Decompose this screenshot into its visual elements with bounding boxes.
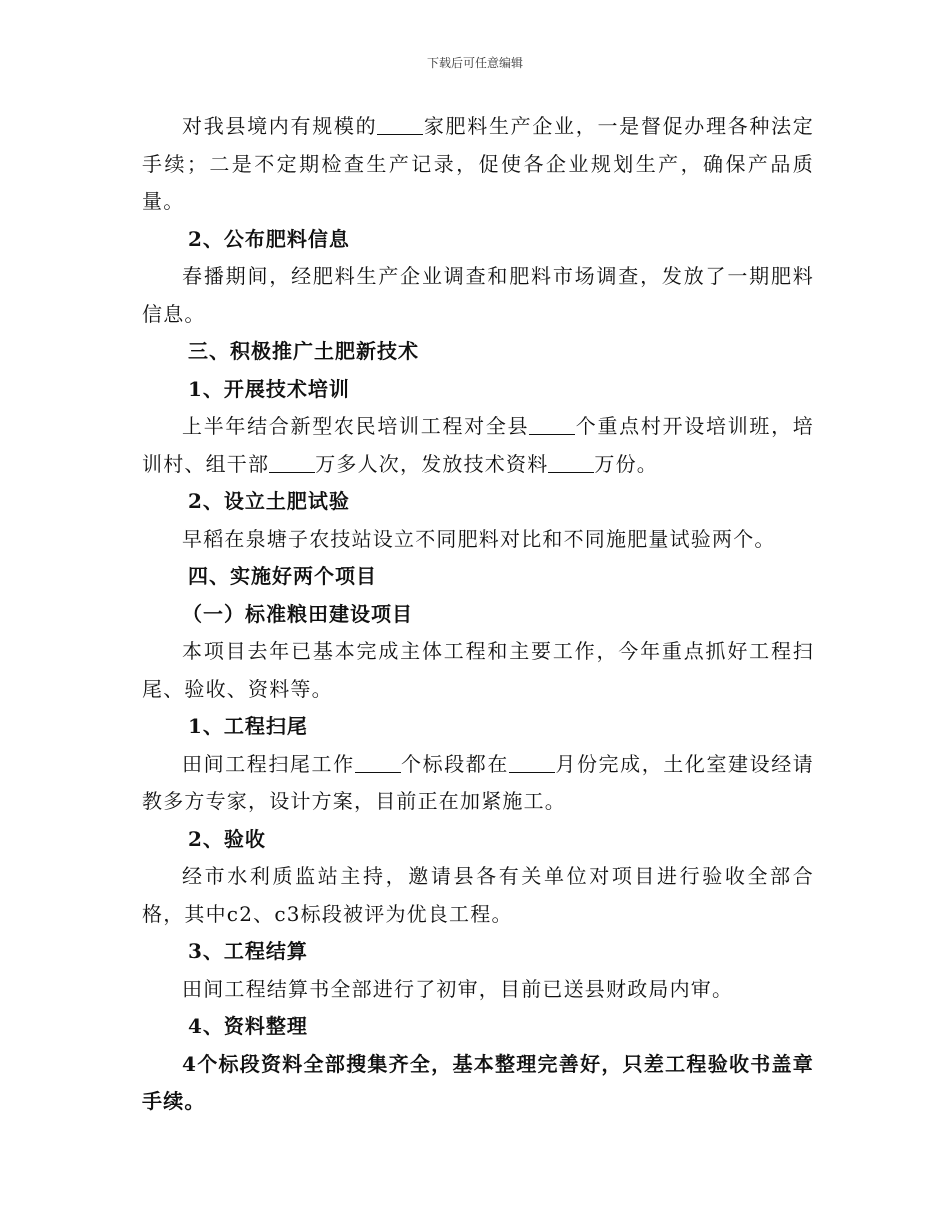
paragraph — [142, 108, 814, 221]
paragraph-text: 个重点村开设培训班，培训村、组干部 — [142, 414, 815, 476]
fill-in-blank — [377, 112, 423, 135]
fill-in-blank — [548, 450, 594, 473]
paragraph-text: 经市水利质监站主持，邀请县各有关单位对项目进行验收全部合格，其中c2、c3标段被评为优良工程。 — [142, 864, 814, 926]
paragraph — [142, 258, 814, 333]
paragraph — [142, 858, 814, 933]
paragraph-text: 本项目去年已基本完成主体工程和主要工作，今年重点抓好工程扫尾、验收、资料等。 — [142, 639, 814, 701]
paragraph — [142, 521, 814, 559]
section-heading: 2、验收 — [188, 826, 266, 851]
paragraph-text: 月份完成，土化室建设经请教多方专家，设计方案，目前正在加紧施工。 — [142, 751, 814, 813]
paragraph-text: 家肥料生产企业，一是督促办理各种法定手续；二是不定期检查生产记录，促使各企业规划生产，确保产品质量。 — [142, 114, 814, 213]
section-heading: 4、资料整理 — [188, 1014, 308, 1038]
paragraph-text: 田间工程结算书全部进行了初审，目前已送县财政局内审。 — [182, 976, 734, 1001]
paragraph — [142, 971, 814, 1009]
paragraph-text: 万份。 — [594, 451, 659, 476]
section-heading: 3、工程结算 — [188, 939, 308, 963]
section-heading: 四、实施好两个项目 — [188, 564, 377, 588]
paragraph — [142, 1046, 814, 1121]
paragraph-text: 上半年结合新型农民培训工程对全县 — [182, 414, 530, 438]
document-body — [142, 108, 814, 1121]
paragraph-text: 对我县境内有规模的 — [182, 114, 378, 138]
fill-in-blank — [269, 450, 315, 473]
paragraph-text: 田间工程扫尾工作 — [182, 751, 355, 776]
section-heading: 2、公布肥料信息 — [188, 226, 350, 251]
paragraph-text: 4个标段资料全部搜集齐全，基本整理完善好，只差工程验收书盖章手续。 — [142, 1051, 814, 1113]
paragraph — [142, 746, 814, 821]
section-heading: （一）标准粮田建设项目 — [182, 601, 413, 626]
paragraph-text: 个标段都在 — [400, 751, 509, 776]
section-heading: 三、积极推广土肥新技术 — [188, 339, 419, 363]
paragraph-text: 万多人次，发放技术资料 — [315, 451, 549, 476]
page-header: 下载后可任意编辑 — [426, 56, 523, 70]
paragraph-text: 春播期间，经肥料生产企业调查和肥料市场调查，发放了一期肥料信息。 — [142, 264, 814, 326]
fill-in-blank — [355, 750, 401, 773]
section-heading: 2、设立土肥试验 — [188, 489, 350, 513]
section-heading: 1、开展技术培训 — [188, 376, 350, 401]
paragraph-text: 早稻在泉塘子农技站设立不同肥料对比和不同施肥量试验两个。 — [182, 526, 776, 551]
paragraph — [142, 408, 814, 483]
paragraph — [142, 633, 814, 708]
fill-in-blank — [509, 750, 555, 773]
fill-in-blank — [529, 412, 575, 435]
section-heading: 1、工程扫尾 — [188, 714, 308, 738]
